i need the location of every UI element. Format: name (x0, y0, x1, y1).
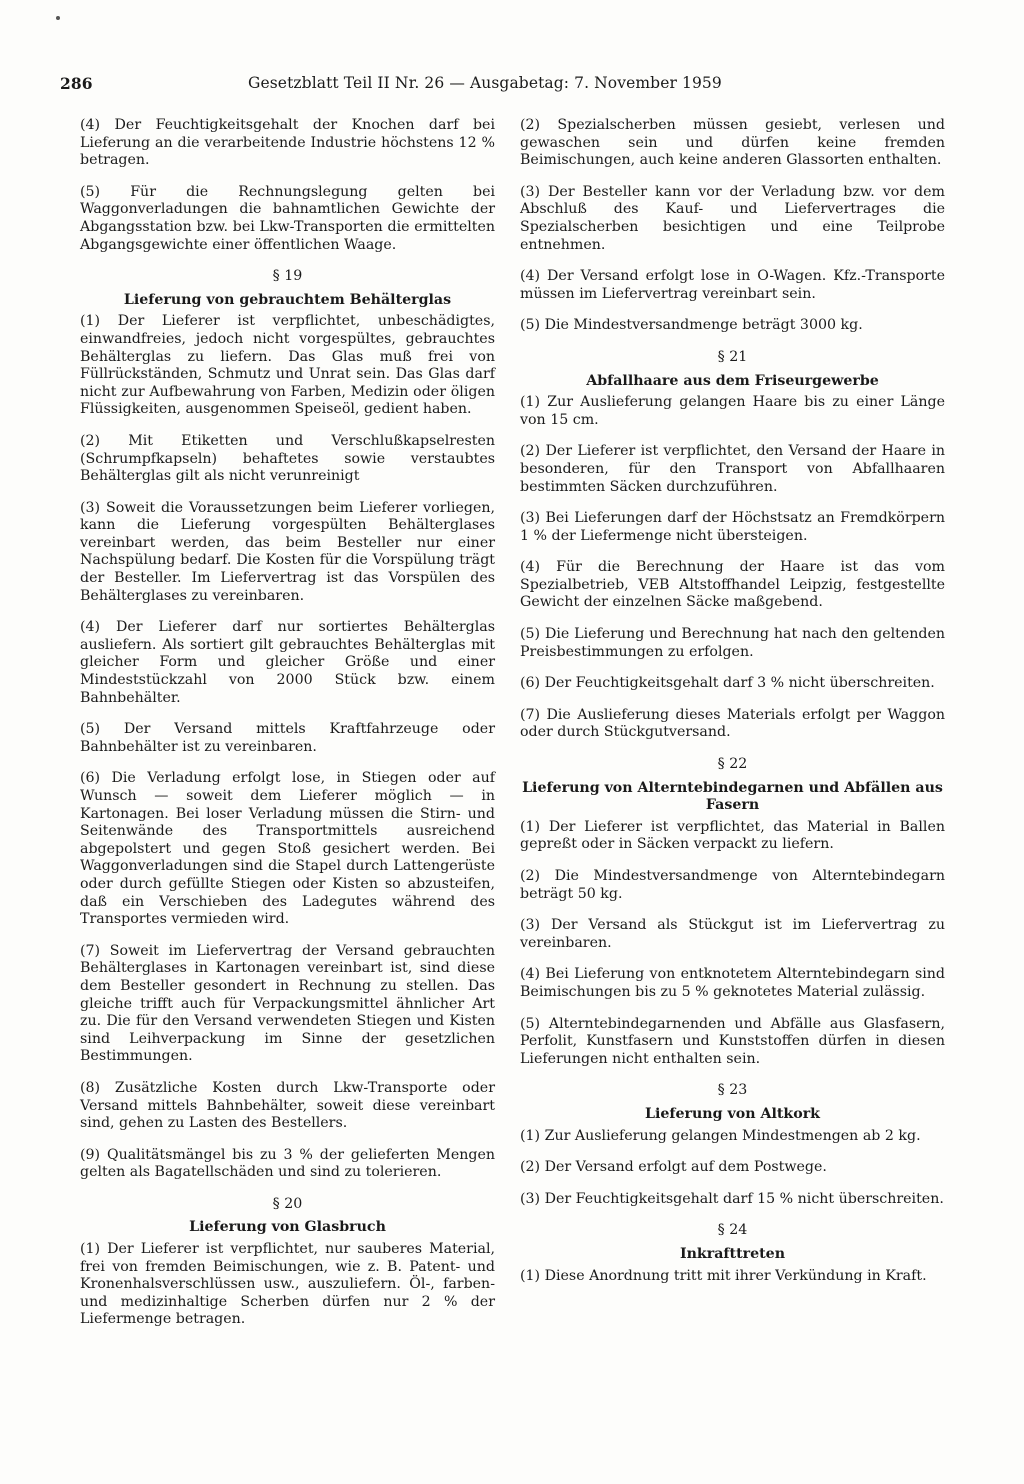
section-title: Lieferung von gebrauchtem Behälterglas (123, 291, 452, 308)
paragraph: (1) Der Lieferer ist verpflichtet, nur sauberes Material, frei von fremden Beimischungen, wie z. B. Patent- und Kronenhalsverschlüssen usw., auszuliefern. Öl-, farben- und medizinhaltige Scherben dürfen nur 2 % der Liefermenge betragen. (80, 1241, 495, 1328)
page-header (60, 74, 760, 96)
section-title: Lieferung von Alterntebindegarnen und Abfällen aus Fasern (522, 779, 943, 814)
paragraph: (5) Die Mindestversandmenge beträgt 3000 kg. (520, 317, 863, 334)
section-title: Inkrafttreten (679, 1245, 786, 1262)
paragraph: (1) Zur Auslieferung gelangen Mindestmengen ab 2 kg. (520, 1127, 921, 1144)
paragraph: (4) Bei Lieferung von entknotetem Alterntebindegarn sind Beimischungen bis zu 5 % geknotetes Material zulässig. (520, 966, 945, 1000)
paragraph: (3) Der Versand als Stückgut ist im Liefervertrag zu vereinbaren. (520, 917, 945, 951)
paragraph: (1) Der Lieferer ist verpflichtet, unbeschädigtes, einwandfreies, jedoch nicht vorgespültes, gebrauchtes Behälterglas zu liefern. Das Glas muß frei von Füllrückständen, Schmutz und Unrat sein. Das Glas darf nicht zur Aufbewahrung von Farben, Medizin oder öligen Flüssigkeiten, ausgenommen Speiseöl, gedient haben. (80, 313, 495, 418)
paragraph: (2) Der Lieferer ist verpflichtet, den Versand der Haare in besonderen, für den Transport von Abfallhaaren bestimmten Säcken durchzuführen. (520, 443, 945, 495)
section-number: § 20 (272, 1195, 303, 1212)
paragraph: (8) Zusätzliche Kosten durch Lkw-Transporte oder Versand mittels Bahnbehälter, soweit diese vereinbart sind, gehen zu Lasten des Bestellers. (80, 1079, 495, 1132)
paragraph: (2) Spezialscherben müssen gesiebt, verlesen und gewaschen sein und dürfen keine fremden Beimischungen, auch keine anderen Glassorten enthalten. (520, 117, 945, 169)
paragraph: (4) Der Versand erfolgt lose in O-Wagen. Kfz.-Transporte müssen im Liefervertrag vereinbart sein. (520, 268, 945, 302)
paragraph: (2) Mit Etiketten und Verschlußkapselresten (Schrumpfkapseln) behaftetes sowie verstaubtes Behälterglas gilt als nicht verunreinigt (80, 432, 495, 485)
paragraph: (6) Der Feuchtigkeitsgehalt darf 3 % nicht überschreiten. (520, 675, 935, 692)
paragraph: (5) Alterntebindegarnenden und Abfälle aus Glasfasern, Perfolit, Kunstfasern und Kunststoffen dürfen in diesen Lieferungen nicht enthalten sein. (520, 1015, 945, 1067)
paragraph: (3) Der Feuchtigkeitsgehalt darf 15 % nicht überschreiten. (520, 1190, 944, 1207)
left-column (80, 117, 495, 1343)
paragraph: (1) Zur Auslieferung gelangen Haare bis zu einer Länge von 15 cm. (520, 394, 945, 428)
section-number: § 24 (717, 1222, 748, 1239)
section-number: § 21 (717, 348, 748, 365)
section-number: § 19 (272, 268, 303, 285)
section-title: Lieferung von Altkork (645, 1105, 820, 1122)
running-title: Gesetzblatt Teil II Nr. 26 — Ausgabetag: 7. November 1959 (248, 74, 722, 92)
section-title: Abfallhaare aus dem Friseurgewerbe (586, 372, 879, 389)
paragraph: (3) Bei Lieferungen darf der Höchstsatz an Fremdkörpern 1 % der Liefermenge nicht übersteigen. (520, 510, 945, 544)
paragraph: (4) Der Feuchtigkeitsgehalt der Knochen darf bei Lieferung an die verarbeitende Industrie höchstens 12 % betragen. (80, 117, 495, 169)
paragraph: (2) Die Mindestversandmenge von Alterntebindegarn beträgt 50 kg. (520, 868, 945, 902)
paragraph: (3) Soweit die Voraussetzungen beim Lieferer vorliegen, kann die Lieferung vorgespülten Behälterglases vereinbart werden, das beim Besteller nur einer Nachspülung bedarf. Die Kosten für die Vorspülung trägt der Besteller. Im Liefervertrag ist das Vorspülen des Behälterglases zu vereinbaren. (80, 499, 495, 604)
section-number: § 23 (717, 1082, 748, 1099)
paragraph: (3) Der Besteller kann vor der Verladung bzw. vor dem Abschluß des Kauf- und Liefervertrages die Spezialscherben besichtigen und eine Teilprobe entnehmen. (520, 183, 945, 253)
page-number: 286 (60, 74, 93, 93)
section-number: § 22 (717, 756, 748, 773)
paragraph: (2) Der Versand erfolgt auf dem Postwege. (520, 1159, 827, 1176)
paragraph: (7) Die Auslieferung dieses Materials erfolgt per Waggon oder durch Stückgutversand. (520, 706, 945, 741)
right-column (520, 117, 945, 1299)
paragraph: (5) Die Lieferung und Berechnung hat nach den geltenden Preisbestimmungen zu erfolgen. (520, 626, 945, 660)
paragraph: (1) Diese Anordnung tritt mit ihrer Verkündung in Kraft. (520, 1267, 927, 1284)
paragraph: (5) Der Versand mittels Kraftfahrzeuge oder Bahnbehälter ist zu vereinbaren. (80, 721, 495, 755)
paragraph: (7) Soweit im Liefervertrag der Versand gebrauchten Behälterglases in Kartonagen vereinbart ist, sind diese dem Besteller gesondert in Rechnung zu stellen. Das gleiche trifft auch für Verpackungsmittel ähnlicher Art zu. Die für den Versand verwendeten Stiegen und Kisten sind Leihverpackung im Sinne der gesetzlichen Bestimmungen. (80, 942, 495, 1065)
paragraph: (9) Qualitätsmängel bis zu 3 % der gelieferten Mengen gelten als Bagatellschäden und sind zu tolerieren. (80, 1146, 495, 1181)
section-title: Lieferung von Glasbruch (189, 1219, 386, 1236)
paragraph: (5) Für die Rechnungslegung gelten bei Waggonverladungen die bahnamtlichen Gewichte der Abgangsstation bzw. bei Lkw-Transporten die ermittelten Abgangsgewichte einer öffentlichen Waage. (80, 183, 495, 253)
paragraph: (6) Die Verladung erfolgt lose, in Stiegen oder auf Wunsch — soweit dem Lieferer möglich — in Kartonagen. Bei loser Verladung müssen die Stirn- und Seitenwände des Transportmittels ausreichend abgepolstert und gegen Stoß gesichert werden. Bei Waggonverladungen sind die Stapel durch Lattengerüste oder durch gefüllte Stiegen oder Kisten so abzusteifen, daß ein Verschieben des Ladegutes während des Transportes vermieden wird. (80, 770, 495, 928)
paragraph: (4) Für die Berechnung der Haare ist das vom Spezialbetrieb, VEB Altstoffhandel Leipzig, festgestellte Gewicht der einzelnen Säcke maßgebend. (520, 559, 945, 611)
speck-mark (56, 16, 60, 20)
paragraph: (1) Der Lieferer ist verpflichtet, das Material in Ballen gepreßt oder in Säcken verpackt zu liefern. (520, 818, 945, 853)
paragraph: (4) Der Lieferer darf nur sortiertes Behälterglas ausliefern. Als sortiert gilt gebrauchtes Behälterglas mit gleicher Form und gleicher Größe und einer Mindeststückzahl von 2000 Stück bzw. einem Bahnbehälter. (80, 619, 495, 706)
